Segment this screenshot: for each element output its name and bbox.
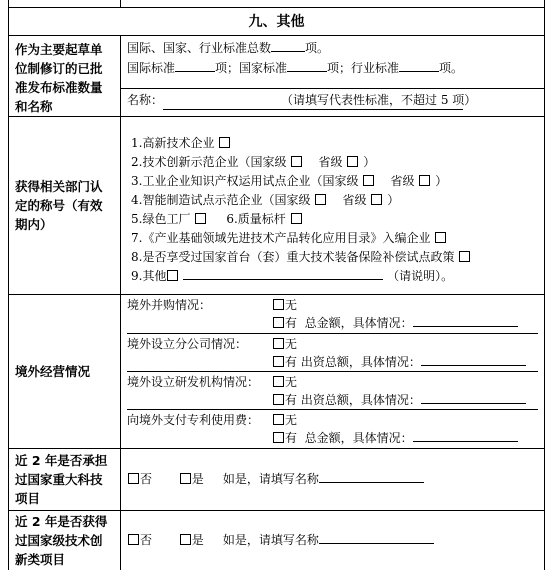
fill-name-label: 如是，请填写名称 — [222, 533, 319, 547]
innovation-project-cell — [121, 510, 545, 570]
checkbox[interactable] — [371, 194, 382, 205]
overseas-row-label: 向境外支付专利使用费： — [127, 412, 260, 427]
no-label: 无 — [285, 412, 298, 427]
no-label: 无 — [285, 297, 298, 312]
honors-cell — [121, 116, 545, 294]
overseas-row-label: 境外并购情况： — [127, 297, 212, 312]
overseas-row-label: 境外设立研发机构情况： — [127, 374, 260, 389]
fill-name-label: 如是，请填写名称 — [222, 471, 319, 486]
honor-text: 5.绿色工厂 — [131, 211, 191, 226]
honor-item-9 — [131, 267, 538, 286]
yes-label: 是 — [191, 471, 204, 486]
project-name-field[interactable] — [319, 531, 434, 544]
overseas-row-label: 境外设立分公司情况： — [127, 336, 248, 351]
honor-item-2 — [131, 153, 538, 172]
honor-text: 6.质量标杆 — [226, 211, 286, 226]
honor-text: 7.《产业基础领域先进技术产品转化应用目录》入编企业 — [131, 230, 431, 245]
details-field[interactable] — [421, 391, 526, 404]
yes-label: 有 — [285, 355, 298, 369]
standards-counts — [121, 36, 544, 89]
standards-label: 作为主要起草单位制修订的已批准发布标准数量和名称 — [9, 35, 121, 116]
national-label: 项；国家标准 — [215, 61, 288, 75]
checkbox-yes[interactable] — [273, 317, 284, 328]
amount-label: 出资总额，具体情况： — [300, 355, 421, 369]
checkbox[interactable] — [195, 213, 206, 224]
checkbox[interactable] — [363, 175, 374, 186]
checkbox[interactable] — [315, 194, 326, 205]
checkbox[interactable] — [219, 137, 230, 148]
intl-count-field[interactable] — [175, 59, 215, 72]
section-title: 九、其他 — [9, 7, 545, 35]
no-label: 否 — [140, 533, 153, 547]
checkbox-yes[interactable] — [273, 394, 284, 405]
honor-text: ） — [363, 154, 376, 169]
top-spacer-row — [9, 0, 545, 7]
checkbox[interactable] — [291, 213, 302, 224]
honor-text: 4.智能制造试点示范企业（国家级 — [131, 192, 311, 207]
honor-text: 2.技术创新示范企业（国家级 — [131, 154, 287, 169]
honor-text: ） — [435, 173, 448, 188]
yes-label: 有 — [285, 431, 298, 445]
amount-label: 总金额，具体情况： — [304, 316, 413, 330]
honor-item-7 — [131, 229, 538, 248]
no-label: 否 — [140, 471, 153, 486]
overseas-cell — [121, 294, 545, 448]
checkbox-no[interactable] — [273, 338, 284, 349]
honor-text: ） — [387, 192, 400, 207]
honor-item-3 — [131, 172, 538, 191]
name-label: 名称： — [127, 92, 164, 107]
honor-text: 省级 — [342, 192, 367, 207]
checkbox-no[interactable] — [128, 534, 139, 545]
honor-item-4 — [131, 191, 538, 210]
standard-name-field[interactable] — [163, 91, 477, 111]
honor-text: 省级 — [390, 173, 415, 188]
checkbox-yes[interactable] — [180, 534, 191, 545]
honor-text: 1.高新技术企业 — [131, 135, 215, 150]
amount-label: 总金额，具体情况： — [304, 431, 413, 445]
honor-text: 省级 — [318, 154, 343, 169]
item-unit: 项。 — [305, 40, 330, 55]
checkbox[interactable] — [419, 175, 430, 186]
checkbox-no[interactable] — [273, 299, 284, 310]
project-name-field[interactable] — [319, 470, 424, 483]
honor-text: 9.其他 — [131, 268, 167, 283]
major-project-cell — [121, 448, 545, 510]
amount-label: 出资总额，具体情况： — [300, 393, 421, 407]
intl-label: 国际标准 — [127, 61, 176, 75]
checkbox-no[interactable] — [273, 376, 284, 387]
details-field[interactable] — [413, 314, 518, 327]
total-count-field[interactable] — [271, 39, 305, 52]
checkbox-no[interactable] — [128, 473, 139, 484]
innovation-project-label: 近 2 年是否获得过国家级技术创新类项目 — [9, 510, 121, 570]
checkbox[interactable] — [291, 156, 302, 167]
industry-count-field[interactable] — [399, 59, 439, 72]
overseas-acquisition — [127, 295, 538, 334]
honor-item-8 — [131, 248, 538, 267]
no-label: 无 — [285, 336, 298, 351]
other-field[interactable] — [183, 267, 383, 280]
checkbox[interactable] — [167, 270, 178, 281]
honor-text: （请说明）。 — [387, 268, 454, 283]
overseas-rd — [127, 372, 538, 410]
name-hint: （请填写代表性标准，不超过 5 项） — [281, 92, 477, 107]
honor-text: 3.工业企业知识产权运用试点企业（国家级 — [131, 173, 359, 188]
honor-text: 8.是否享受过国家首台（套）重大技术装备保险补偿试点政策 — [131, 249, 455, 264]
overseas-patent-fee — [127, 410, 538, 448]
yes-label: 有 — [285, 393, 298, 407]
item-unit: 项。 — [439, 61, 464, 75]
major-project-label: 近 2 年是否承担过国家重大科技项目 — [9, 448, 121, 510]
details-field[interactable] — [421, 353, 526, 366]
honor-item-5-6 — [131, 210, 538, 229]
overseas-label: 境外经营情况 — [9, 294, 121, 448]
overseas-branch — [127, 334, 538, 372]
no-label: 无 — [285, 374, 298, 389]
total-label: 国际、国家、行业标准总数 — [127, 40, 272, 55]
industry-label: 项；行业标准 — [327, 61, 400, 75]
honors-label: 获得相关部门认定的称号（有效期内） — [9, 116, 121, 294]
checkbox[interactable] — [347, 156, 358, 167]
yes-label: 有 — [285, 316, 298, 330]
checkbox-no[interactable] — [273, 414, 284, 425]
checkbox[interactable] — [435, 232, 446, 243]
standards-name-line — [121, 89, 544, 111]
details-field[interactable] — [413, 429, 518, 442]
honor-item-1 — [131, 134, 538, 153]
national-count-field[interactable] — [287, 59, 327, 72]
yes-label: 是 — [191, 533, 204, 547]
checkbox-yes[interactable] — [273, 432, 284, 443]
other-info-table — [8, 0, 545, 570]
checkbox-yes[interactable] — [273, 356, 284, 367]
checkbox-yes[interactable] — [180, 473, 191, 484]
standards-cell — [121, 35, 545, 116]
checkbox[interactable] — [459, 251, 470, 262]
